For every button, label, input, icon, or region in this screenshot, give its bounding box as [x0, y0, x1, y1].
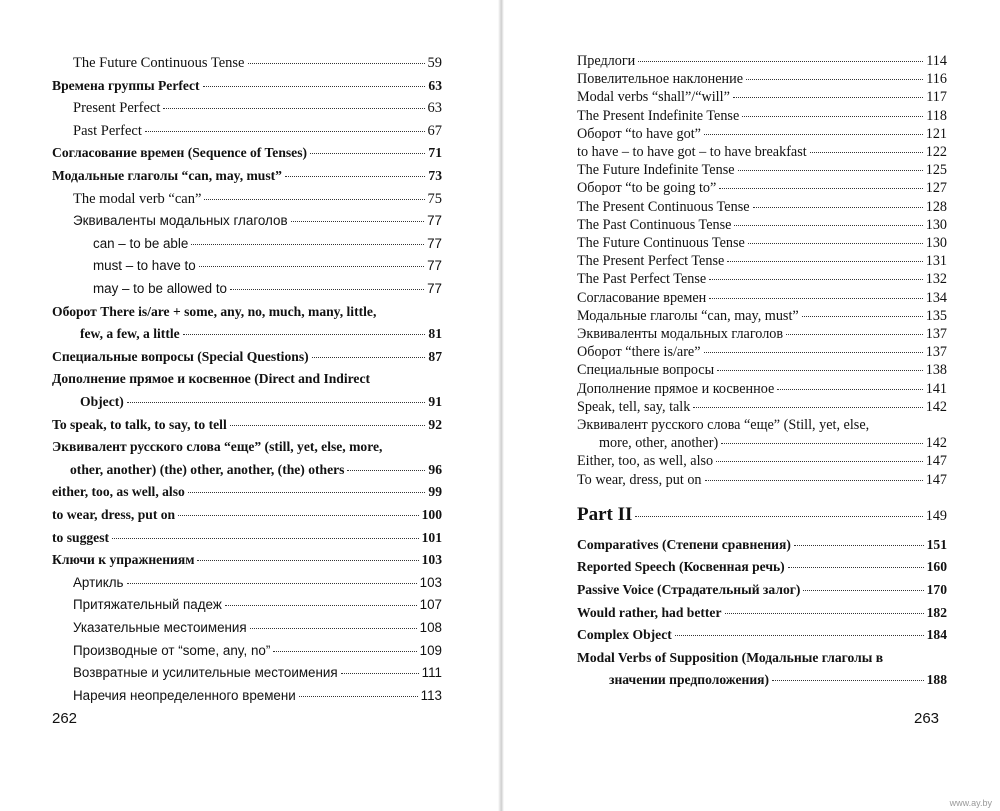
toc-page-number: 77 — [427, 213, 442, 229]
part-heading — [577, 505, 947, 524]
toc-entry — [73, 101, 442, 116]
toc-entry-title: Дополнение прямое и косвенное — [577, 380, 775, 397]
toc-entry-title: Would rather, had better — [577, 604, 722, 620]
toc-page-number: 67 — [427, 122, 442, 139]
toc-entry — [52, 485, 442, 499]
toc-entry — [577, 109, 947, 123]
toc-page-number: 75 — [427, 190, 442, 207]
dot-leader — [310, 153, 425, 154]
toc-entry-title: Возвратные и усилительные местоимения — [73, 665, 338, 681]
toc-entry-title: Специальные вопросы (Special Questions) — [52, 348, 309, 364]
dot-leader — [635, 516, 922, 517]
toc-page-number: 122 — [925, 144, 947, 160]
toc-entry-title: Оборот There is/are + some, any, no, much, many, little, — [52, 303, 377, 319]
dot-leader — [704, 352, 923, 353]
toc-entry — [577, 583, 947, 597]
toc-entry — [577, 400, 947, 414]
toc-page-number: 182 — [926, 604, 947, 620]
toc-page-number: 77 — [427, 281, 442, 296]
dot-leader — [191, 244, 424, 245]
toc-entry-title: Модальные глаголы “can, may, must” — [577, 307, 799, 324]
toc-entry-title: Согласование времен — [577, 289, 707, 306]
toc-entry-title: must – to have to — [93, 258, 196, 274]
toc-entry-title: Наречия неопределенного времени — [73, 687, 296, 703]
toc-page-number: 130 — [925, 235, 947, 251]
dot-leader — [794, 545, 924, 546]
dot-leader — [112, 538, 419, 539]
toc-entry — [577, 254, 947, 268]
toc-page-number: 135 — [925, 307, 947, 324]
toc-entry — [80, 395, 442, 409]
toc-page-number: 87 — [428, 348, 442, 364]
dot-leader — [145, 131, 425, 132]
toc-page-number: 114 — [926, 53, 947, 69]
toc-entry-title: Времена группы Perfect — [52, 77, 200, 93]
toc-page-number: 77 — [427, 235, 442, 251]
dot-leader — [704, 134, 923, 135]
toc-entry-title: Эквивалент русского слова “еще” (Still, yet, else, — [577, 417, 870, 433]
toc-entry — [577, 272, 947, 286]
toc-entry — [577, 454, 947, 468]
toc-entry-title: The Past Perfect Tense — [577, 271, 707, 288]
toc-page-number: 63 — [428, 77, 442, 93]
toc-page-number: 121 — [925, 125, 947, 142]
dot-leader — [230, 425, 426, 426]
toc-page-number: 92 — [428, 416, 442, 432]
dot-leader — [250, 628, 417, 629]
watermark: www.ay.by — [949, 798, 992, 808]
toc-page-number: 142 — [925, 435, 947, 452]
dot-leader — [291, 221, 425, 222]
dot-leader — [230, 289, 424, 290]
toc-entry — [93, 259, 442, 272]
toc-entry-title: Предлоги — [577, 53, 636, 69]
toc-page-number: 188 — [926, 672, 947, 688]
dot-leader — [299, 696, 418, 697]
toc-page-number: 141 — [925, 380, 947, 397]
toc-entry — [577, 473, 947, 487]
dot-leader — [777, 389, 922, 390]
toc-entry — [577, 345, 947, 359]
toc-entry-title: Согласование времен (Sequence of Tenses) — [52, 145, 308, 161]
toc-page-number: 149 — [925, 507, 947, 524]
dot-leader — [802, 316, 923, 317]
toc-entry — [70, 463, 442, 477]
toc-page-number: 137 — [925, 344, 947, 361]
dot-leader — [786, 334, 923, 335]
toc-entry — [52, 350, 442, 364]
dot-leader — [341, 673, 419, 674]
toc-page-number: 134 — [925, 289, 947, 306]
toc-entry-title: Специальные вопросы — [577, 362, 715, 379]
toc-entry — [52, 146, 442, 160]
toc-entry-title: to wear, dress, put on — [52, 507, 176, 522]
toc-entry — [52, 508, 442, 522]
right-page — [504, 0, 1000, 811]
toc-entry-title: Повелительное наклонение — [577, 71, 744, 88]
toc-entry-title: Present Perfect — [73, 100, 161, 117]
toc-entry — [577, 628, 947, 642]
toc-entry-title: To speak, to talk, to say, to tell — [52, 416, 227, 432]
toc-entry-title: Complex Object — [577, 627, 672, 643]
dot-leader — [753, 207, 923, 208]
toc-entry — [73, 192, 442, 207]
toc-entry-title: The Present Indefinite Tense — [577, 107, 740, 124]
toc-page-number: 109 — [419, 642, 442, 658]
toc-entry — [73, 124, 442, 139]
toc-page-number: 132 — [925, 271, 947, 288]
toc-page-number: 63 — [427, 100, 442, 117]
dot-leader — [127, 583, 417, 584]
toc-page-number: 91 — [428, 394, 442, 409]
dot-leader — [693, 407, 922, 408]
dot-leader — [248, 63, 425, 64]
toc-page-number: 101 — [421, 529, 442, 545]
toc-entry — [93, 282, 442, 295]
toc-entry — [577, 200, 947, 214]
toc-entry — [52, 418, 442, 432]
toc-entry — [577, 560, 947, 574]
dot-leader — [273, 651, 416, 652]
toc-page-number: 138 — [925, 362, 947, 379]
dot-leader — [748, 243, 923, 244]
toc-entry-title: can – to be able — [93, 235, 189, 251]
toc-entry-title: Указательные местоимения — [73, 620, 247, 635]
toc-entry-continuation: Object) — [80, 394, 124, 409]
toc-entry — [73, 598, 442, 611]
toc-entry — [577, 236, 947, 250]
toc-entry-title: The modal verb “can” — [73, 190, 202, 207]
toc-entry-title: Comparatives (Степени сравнения) — [577, 536, 791, 552]
toc-entry-title: Ключи к упражнениям — [52, 552, 195, 568]
toc-entry-title: The Past Continuous Tense — [577, 216, 732, 233]
dot-leader — [188, 492, 426, 493]
dot-leader — [788, 567, 924, 568]
toc-page-number: 73 — [428, 168, 442, 183]
toc-entry — [73, 576, 442, 589]
toc-page-number: 142 — [925, 398, 947, 415]
toc-entry — [577, 90, 947, 104]
left-page-number: 262 — [52, 710, 78, 727]
toc-entry — [577, 382, 947, 396]
toc-entry — [52, 553, 442, 567]
toc-entry — [577, 538, 947, 552]
dot-leader — [721, 443, 923, 444]
toc-entry — [577, 54, 947, 68]
toc-entry — [577, 72, 947, 86]
dot-leader — [183, 334, 426, 335]
toc-entry-title: The Future Indefinite Tense — [577, 162, 735, 179]
toc-page-number: 151 — [926, 536, 947, 552]
toc-entry — [577, 127, 947, 141]
dot-leader — [705, 480, 923, 481]
toc-entry-title: The Present Perfect Tense — [577, 253, 725, 270]
toc-page-number: 118 — [926, 107, 947, 124]
toc-page-number: 100 — [421, 507, 442, 522]
toc-entry-continuation: other, another) (the) other, another, (the) others — [70, 461, 345, 477]
toc-entry — [73, 214, 442, 227]
toc-entry — [80, 327, 442, 341]
toc-page-number: 128 — [925, 198, 947, 215]
toc-entry-title: Speak, tell, say, talk — [577, 398, 691, 415]
toc-entry-title: Modal Verbs of Supposition (Модальные глаголы в — [577, 649, 884, 665]
toc-entry-continuation: more, other, another) — [599, 435, 719, 452]
toc-entry — [52, 79, 442, 93]
dot-leader — [347, 470, 425, 471]
dot-leader — [638, 61, 923, 62]
toc-page-number: 117 — [926, 89, 947, 106]
dot-leader — [742, 116, 923, 117]
toc-page-number: 96 — [428, 461, 442, 477]
toc-entry-title: Притяжательный падеж — [73, 597, 222, 613]
toc-entry-title: to have – to have got – to have breakfast — [577, 144, 807, 160]
toc-entry-title: The Present Continuous Tense — [577, 198, 750, 215]
toc-entry — [73, 56, 442, 71]
toc-entry — [577, 181, 947, 195]
dot-leader — [734, 225, 922, 226]
toc-page-number: 81 — [428, 326, 442, 342]
dot-leader — [716, 461, 923, 462]
toc-page-number: 170 — [926, 582, 947, 597]
toc-entry-title: Производные от “some, any, no” — [73, 642, 271, 658]
dot-leader — [225, 605, 417, 606]
toc-entry — [52, 169, 442, 183]
dot-leader — [733, 97, 923, 98]
toc-entry-title: Modal verbs “shall”/“will” — [577, 89, 730, 106]
toc-entry-title: to suggest — [52, 529, 110, 545]
dot-leader — [709, 279, 923, 280]
toc-page-number: 131 — [925, 253, 947, 270]
toc-entry — [609, 673, 947, 687]
toc-page-number: 160 — [926, 559, 947, 575]
part-title: Part II — [577, 503, 633, 525]
right-page-number: 263 — [914, 710, 940, 727]
dot-leader — [746, 79, 923, 80]
toc-entry — [577, 218, 947, 232]
toc-entry — [577, 145, 947, 159]
dot-leader — [127, 402, 426, 403]
dot-leader — [810, 152, 923, 153]
toc-entry-continuation: few, a few, a little — [80, 326, 180, 342]
toc-entry-title: Модальные глаголы “can, may, must” — [52, 168, 282, 183]
toc-entry — [577, 163, 947, 177]
toc-entry-title: Эквиваленты модальных глаголов — [73, 213, 288, 229]
dot-leader — [199, 266, 424, 267]
toc-page-number: 103 — [419, 574, 442, 590]
toc-entry — [577, 606, 947, 620]
toc-page-number: 127 — [925, 180, 947, 197]
toc-page-number: 77 — [427, 258, 442, 274]
dot-leader — [163, 108, 424, 109]
toc-entry-title: Either, too, as well, also — [577, 453, 714, 470]
toc-entry — [73, 666, 442, 679]
toc-entry — [73, 689, 442, 702]
toc-entry — [577, 363, 947, 377]
dot-leader — [772, 680, 924, 681]
toc-page-number: 71 — [428, 145, 442, 161]
dot-leader — [709, 298, 923, 299]
toc-entry — [599, 436, 947, 450]
left-page — [0, 0, 498, 811]
toc-entry-title: Эквивалент русского слова “еще” (still, yet, else, more, — [52, 439, 383, 455]
dot-leader — [675, 635, 924, 636]
dot-leader — [738, 170, 923, 171]
toc-page-number: 137 — [925, 326, 947, 342]
dot-leader — [178, 515, 418, 516]
toc-page-number: 111 — [421, 665, 442, 681]
toc-entry-title: Оборот “to be going to” — [577, 180, 717, 197]
toc-page-number: 184 — [926, 627, 947, 643]
toc-page-number: 108 — [419, 620, 442, 635]
toc-entry-title: Дополнение прямое и косвенное (Direct and Indirect — [52, 371, 371, 387]
dot-leader — [197, 560, 418, 561]
dot-leader — [285, 176, 425, 177]
toc-page-number: 125 — [925, 162, 947, 179]
toc-entry — [73, 644, 442, 657]
toc-page-number: 113 — [420, 687, 442, 703]
dot-leader — [727, 261, 922, 262]
dot-leader — [803, 590, 923, 591]
toc-entry — [52, 531, 442, 545]
toc-entry-title: Past Perfect — [73, 122, 142, 139]
toc-entry-title: either, too, as well, also — [52, 484, 185, 500]
toc-entry — [93, 237, 442, 250]
toc-page-number: 99 — [428, 484, 442, 500]
dot-leader — [312, 357, 426, 358]
toc-page-number: 116 — [926, 71, 947, 88]
toc-entry-title: To wear, dress, put on — [577, 471, 702, 488]
toc-entry — [73, 621, 442, 634]
toc-entry-title: Артикль — [73, 574, 124, 590]
toc-entry-title: Оборот “there is/are” — [577, 344, 701, 361]
toc-entry-title: Оборот “to have got” — [577, 125, 701, 142]
toc-entry-title: may – to be allowed to — [93, 281, 227, 296]
toc-entry-title: Reported Speech (Косвенная речь) — [577, 559, 785, 575]
toc-page-number: 103 — [421, 552, 442, 568]
dot-leader — [204, 199, 424, 200]
dot-leader — [203, 86, 426, 87]
toc-entry-title: Эквиваленты модальных глаголов — [577, 326, 784, 342]
toc-entry-continuation: значении предположения) — [609, 672, 770, 688]
toc-page-number: 147 — [925, 453, 947, 470]
toc-entry-title: Passive Voice (Страдательный залог) — [577, 582, 801, 597]
toc-entry — [577, 309, 947, 323]
dot-leader — [719, 188, 922, 189]
toc-page-number: 130 — [925, 216, 947, 233]
toc-entry-title: The Future Continuous Tense — [577, 235, 745, 251]
toc-page-number: 147 — [925, 471, 947, 488]
toc-entry-title: The Future Continuous Tense — [73, 55, 245, 71]
toc-entry — [577, 327, 947, 341]
toc-entry — [577, 291, 947, 305]
toc-page-number: 107 — [419, 597, 442, 613]
toc-page-number: 59 — [427, 55, 442, 71]
dot-leader — [717, 370, 923, 371]
dot-leader — [725, 613, 924, 614]
